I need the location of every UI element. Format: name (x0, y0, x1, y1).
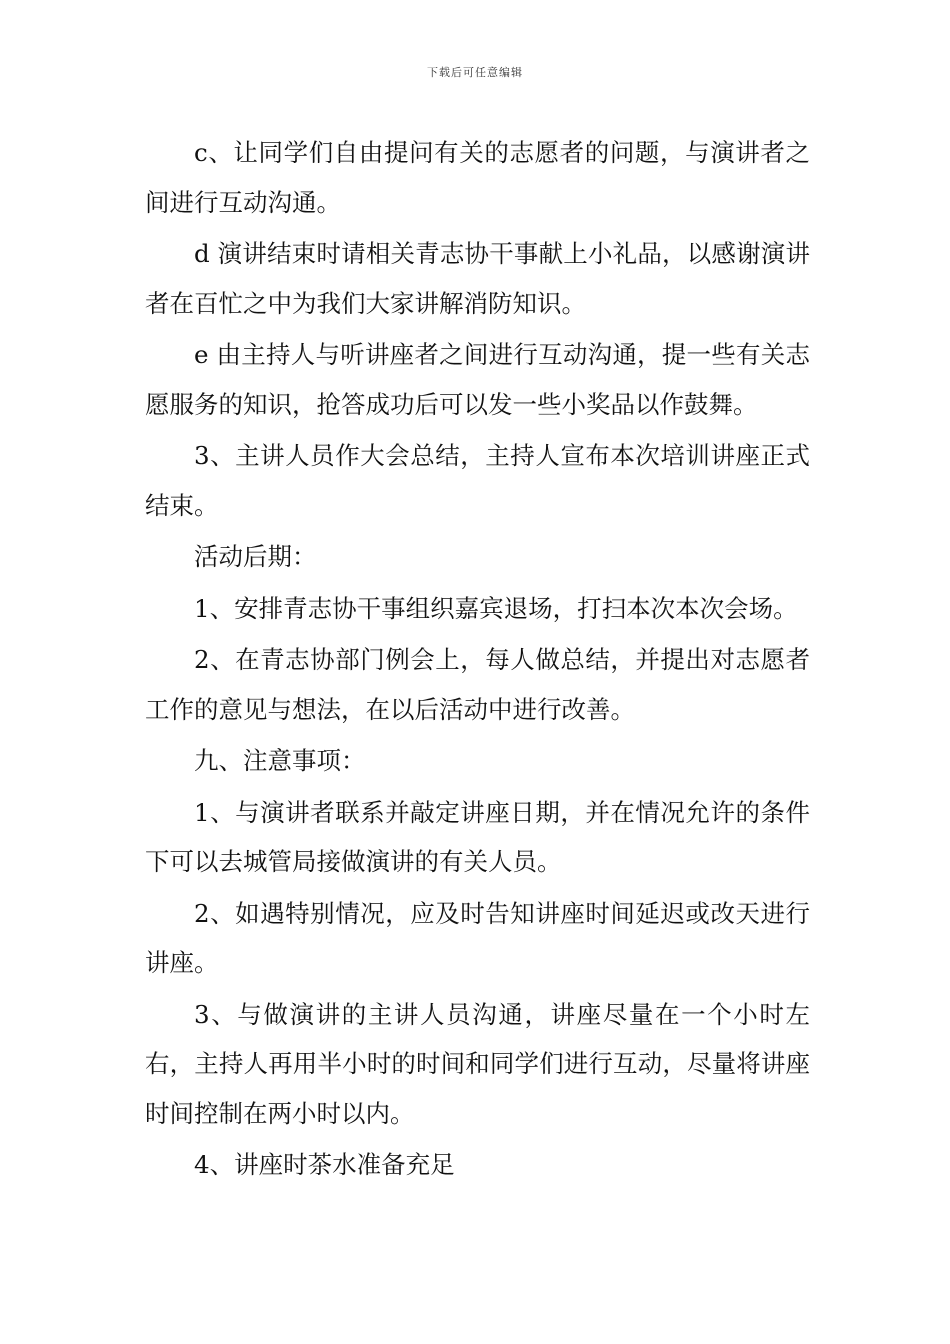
paragraph-post-1: 1、安排青志协干事组织嘉宾退场，打扫本次本次会场。 (194, 593, 798, 623)
page-header: 下载后可任意编辑 (427, 66, 523, 79)
document-body (145, 128, 810, 1190)
paragraph-e-interaction: e 由主持人与听讲座者之间进行互动沟通，提一些有关志愿服务的知识，抢答成功后可以发一些小奖品以作鼓舞。 (145, 340, 810, 419)
section-heading-notes: 九、注意事项： (194, 746, 366, 775)
section-heading-post-activity: 活动后期： (194, 542, 317, 571)
paragraph-notes-2: 2、如遇特别情况，应及时告知讲座时间延迟或改天进行讲座。 (145, 898, 810, 977)
paragraph-notes-1: 1、与演讲者联系并敲定讲座日期，并在情况允许的条件下可以去城管局接做演讲的有关人员。 (145, 797, 810, 876)
paragraph-notes-4: 4、讲座时茶水准备充足 (194, 1150, 455, 1179)
paragraph-post-2: 2、在青志协部门例会上，每人做总结，并提出对志愿者工作的意见与想法，在以后活动中进行改善。 (145, 645, 810, 724)
paragraph-c-questions: c、让同学们自由提问有关的志愿者的问题，与演讲者之间进行互动沟通。 (145, 138, 810, 217)
paragraph-3-summary: 3、主讲人员作大会总结，主持人宣布本次培训讲座正式结束。 (145, 441, 810, 520)
paragraph-d-gifts: d 演讲结束时请相关青志协干事献上小礼品，以感谢演讲者在百忙之中为我们大家讲解消防知识。 (145, 239, 810, 318)
paragraph-notes-3: 3、与做演讲的主讲人员沟通，讲座尽量在一个小时左右，主持人再用半小时的时间和同学们进行互动，尽量将讲座时间控制在两小时以内。 (145, 999, 810, 1128)
